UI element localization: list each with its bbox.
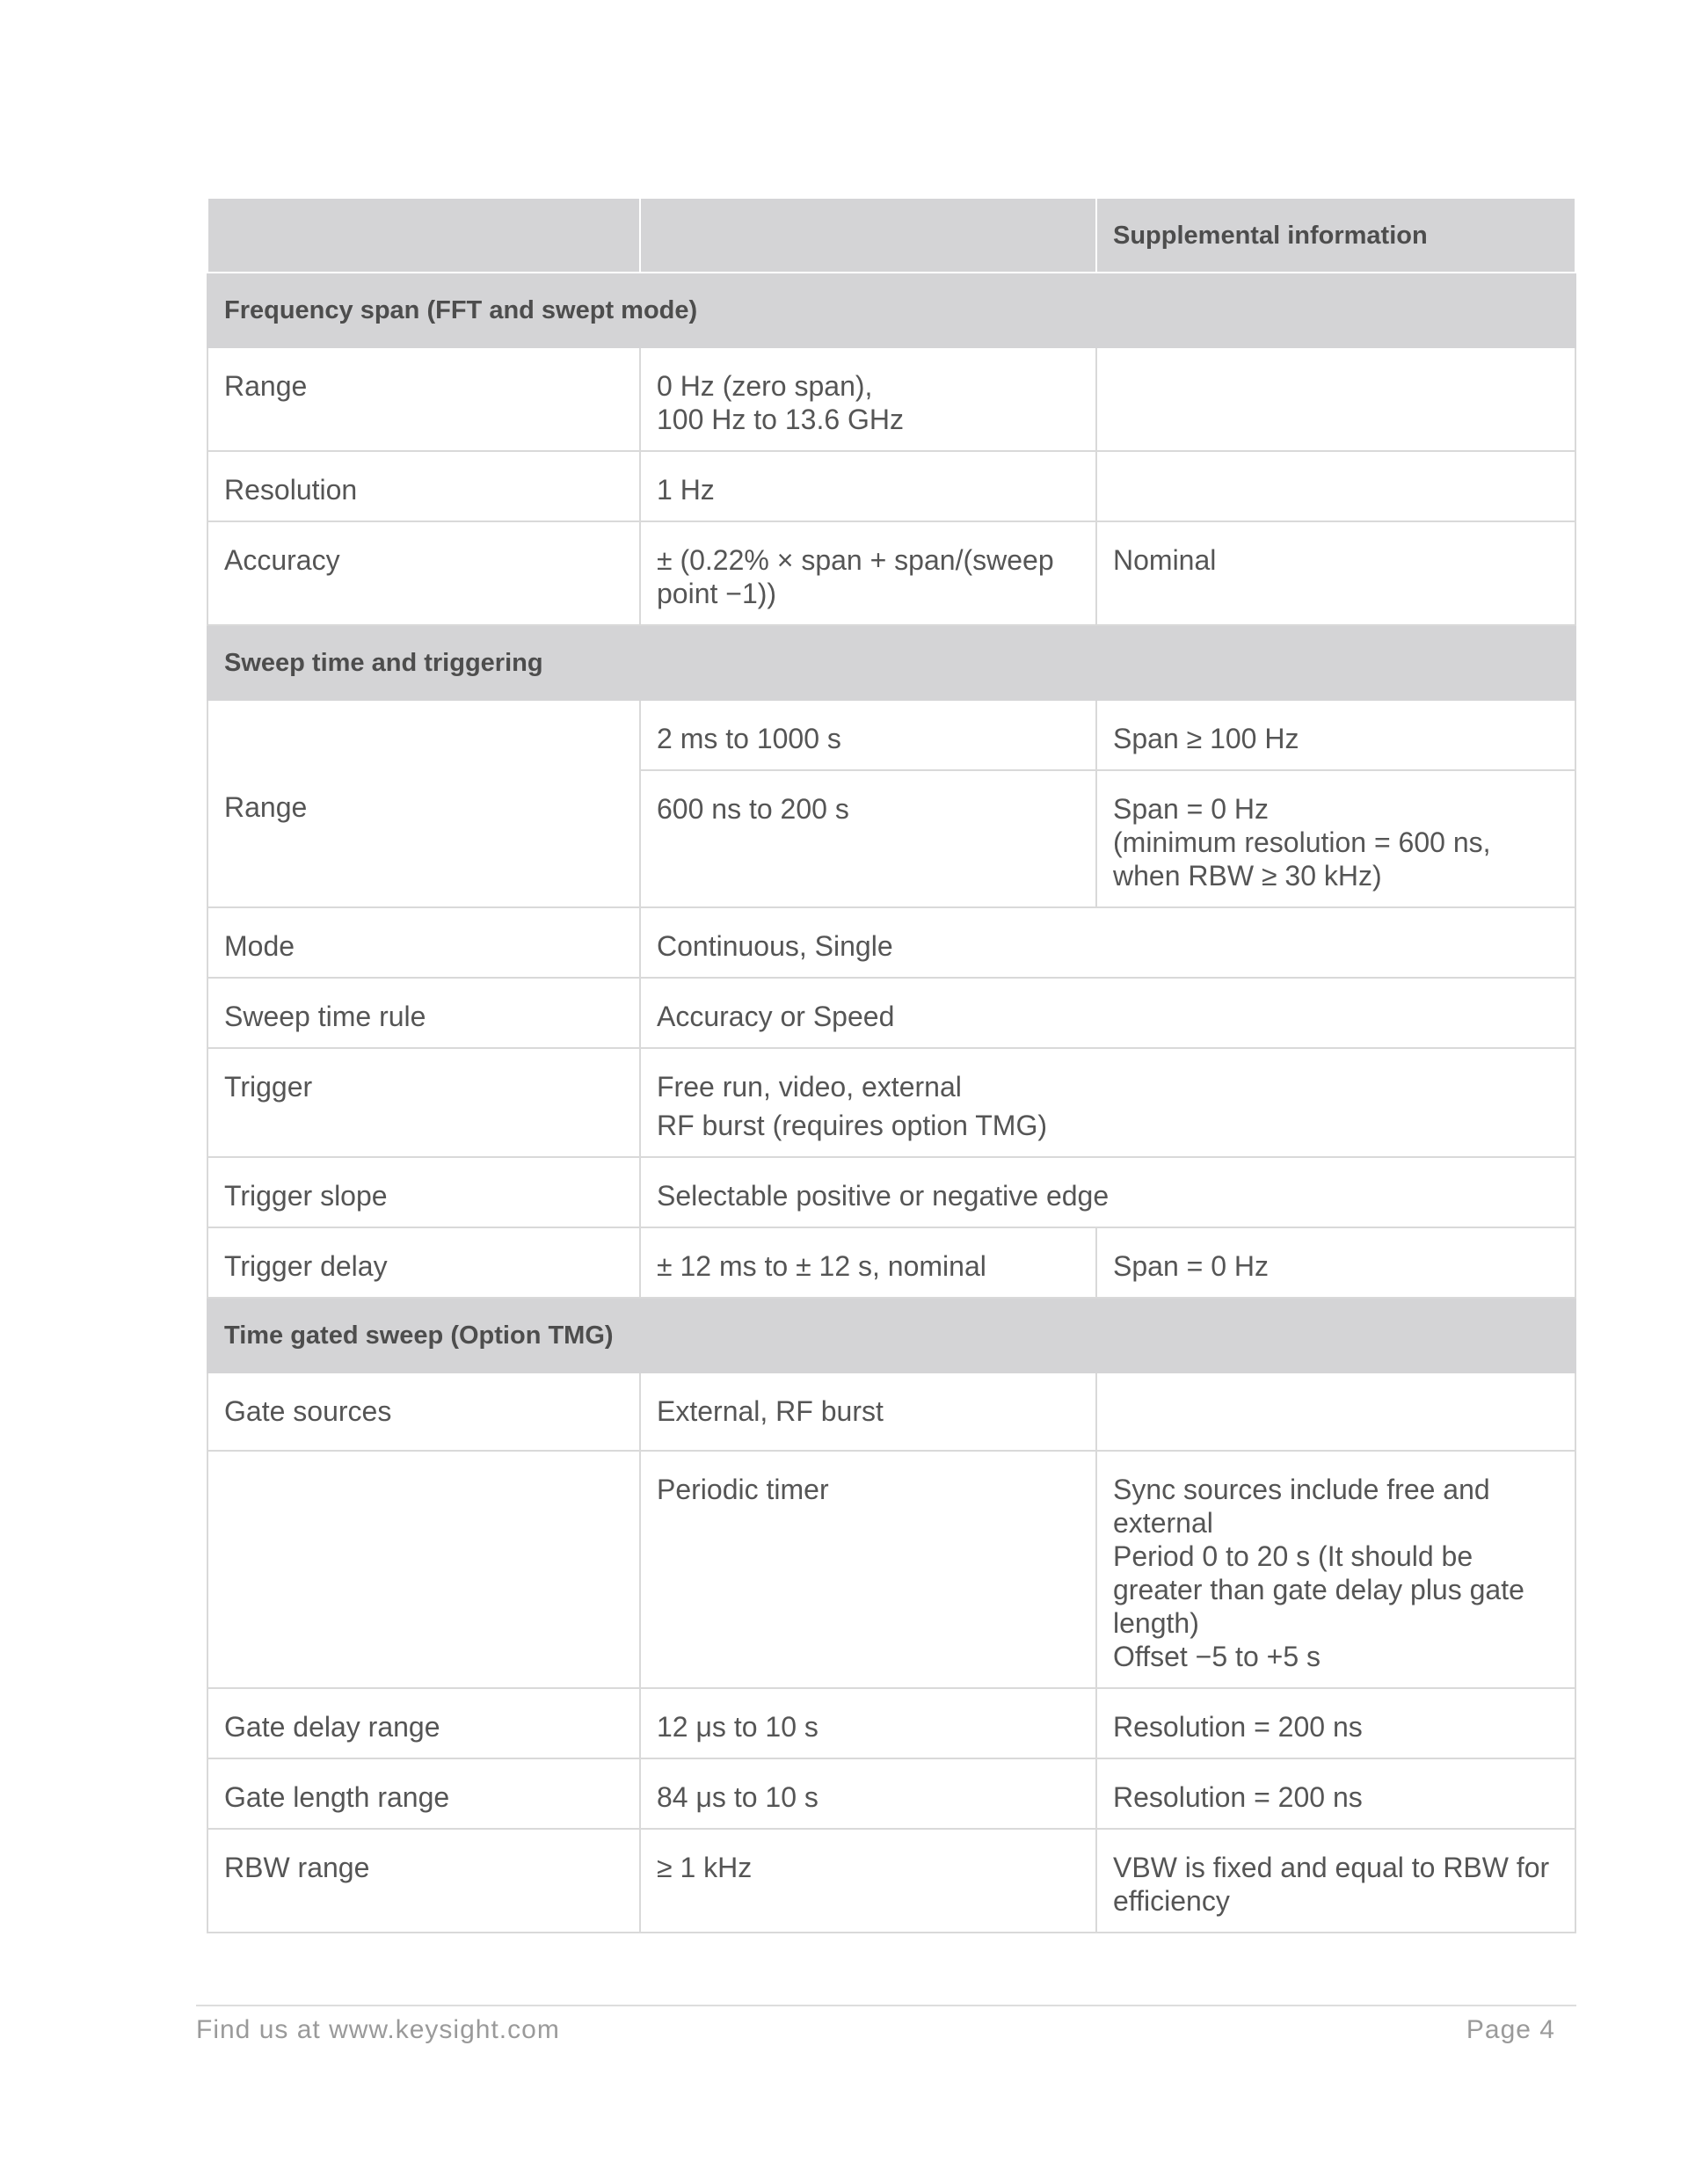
section-title: Time gated sweep (Option TMG) (207, 1298, 1575, 1372)
section-header-frequency-span (207, 273, 1575, 347)
row-value: Continuous, Single (640, 907, 1575, 978)
table-row (207, 1372, 1575, 1451)
row-value-line: RF burst (requires option TMG) (657, 1110, 1047, 1141)
row-note: Resolution = 200 ns (1096, 1688, 1575, 1758)
row-note: Nominal (1096, 521, 1575, 625)
row-label: Range (207, 347, 640, 451)
row-value (640, 1048, 1575, 1157)
table-row (207, 521, 1575, 625)
table-row (207, 1048, 1575, 1157)
spec-table (207, 197, 1576, 1933)
row-note (1096, 770, 1575, 907)
row-value: 12 μs to 10 s (640, 1688, 1096, 1758)
row-value-line: 0 Hz (zero span), (657, 370, 873, 402)
row-label: RBW range (207, 1829, 640, 1933)
row-label: Trigger slope (207, 1157, 640, 1227)
table-row (207, 907, 1575, 978)
section-title: Frequency span (FFT and swept mode) (207, 273, 1575, 347)
header-cell (207, 198, 640, 273)
row-label (207, 1451, 640, 1688)
row-label: Trigger delay (207, 1227, 640, 1298)
row-value: ± (0.22% × span + span/(sweep point −1)) (640, 521, 1096, 625)
table-row (207, 1758, 1575, 1829)
row-label: Gate sources (207, 1372, 640, 1451)
table-row (207, 451, 1575, 521)
row-label: Sweep time rule (207, 978, 640, 1048)
row-note (1096, 1451, 1575, 1688)
table-header-row (207, 198, 1575, 273)
row-value: External, RF burst (640, 1372, 1096, 1451)
row-note (1096, 451, 1575, 521)
row-note-line: Period 0 to 20 s (It should be greater than gate delay plus gate length) (1113, 1540, 1524, 1639)
table-row (207, 1451, 1575, 1688)
table-row (207, 1688, 1575, 1758)
row-value: Selectable positive or negative edge (640, 1157, 1575, 1227)
row-value: 84 μs to 10 s (640, 1758, 1096, 1829)
table-row (207, 1227, 1575, 1298)
row-value: ≥ 1 kHz (640, 1829, 1096, 1933)
table-row (207, 1157, 1575, 1227)
table-row (207, 347, 1575, 451)
footer-website: Find us at www.keysight.com (196, 2015, 560, 2044)
row-note: VBW is fixed and equal to RBW for efficiency (1096, 1829, 1575, 1933)
section-header-sweep-time (207, 625, 1575, 700)
row-note: Span ≥ 100 Hz (1096, 700, 1575, 770)
footer-divider (196, 2005, 1576, 2006)
row-value (640, 347, 1096, 451)
row-value-line: 100 Hz to 13.6 GHz (657, 404, 905, 435)
section-header-time-gated-sweep (207, 1298, 1575, 1372)
row-note-line: (minimum resolution = 600 ns, when RBW ≥ 30 kHz) (1113, 826, 1491, 892)
row-value: ± 12 ms to ± 12 s, nominal (640, 1227, 1096, 1298)
footer-page-number: Page 4 (1466, 2015, 1555, 2044)
row-label: Mode (207, 907, 640, 978)
header-cell-supplemental: Supplemental information (1096, 198, 1575, 273)
row-note (1096, 347, 1575, 451)
row-note-line: Span = 0 Hz (1113, 793, 1269, 825)
row-note: Span = 0 Hz (1096, 1227, 1575, 1298)
row-note: Resolution = 200 ns (1096, 1758, 1575, 1829)
row-value: Accuracy or Speed (640, 978, 1575, 1048)
section-title: Sweep time and triggering (207, 625, 1575, 700)
row-label: Gate length range (207, 1758, 640, 1829)
table-row (207, 978, 1575, 1048)
table-row (207, 700, 1575, 770)
row-note (1096, 1372, 1575, 1451)
table-row (207, 1829, 1575, 1933)
row-label: Trigger (207, 1048, 640, 1157)
row-value: 2 ms to 1000 s (640, 700, 1096, 770)
row-note-line: Offset −5 to +5 s (1113, 1641, 1321, 1672)
header-cell (640, 198, 1096, 273)
row-value: Periodic timer (640, 1451, 1096, 1688)
row-value: 600 ns to 200 s (640, 770, 1096, 907)
row-label: Resolution (207, 451, 640, 521)
row-note-line: Sync sources include free and external (1113, 1474, 1490, 1539)
row-value: 1 Hz (640, 451, 1096, 521)
row-label: Accuracy (207, 521, 640, 625)
row-label: Range (207, 700, 640, 907)
row-value-line: Free run, video, external (657, 1071, 962, 1103)
row-label: Gate delay range (207, 1688, 640, 1758)
